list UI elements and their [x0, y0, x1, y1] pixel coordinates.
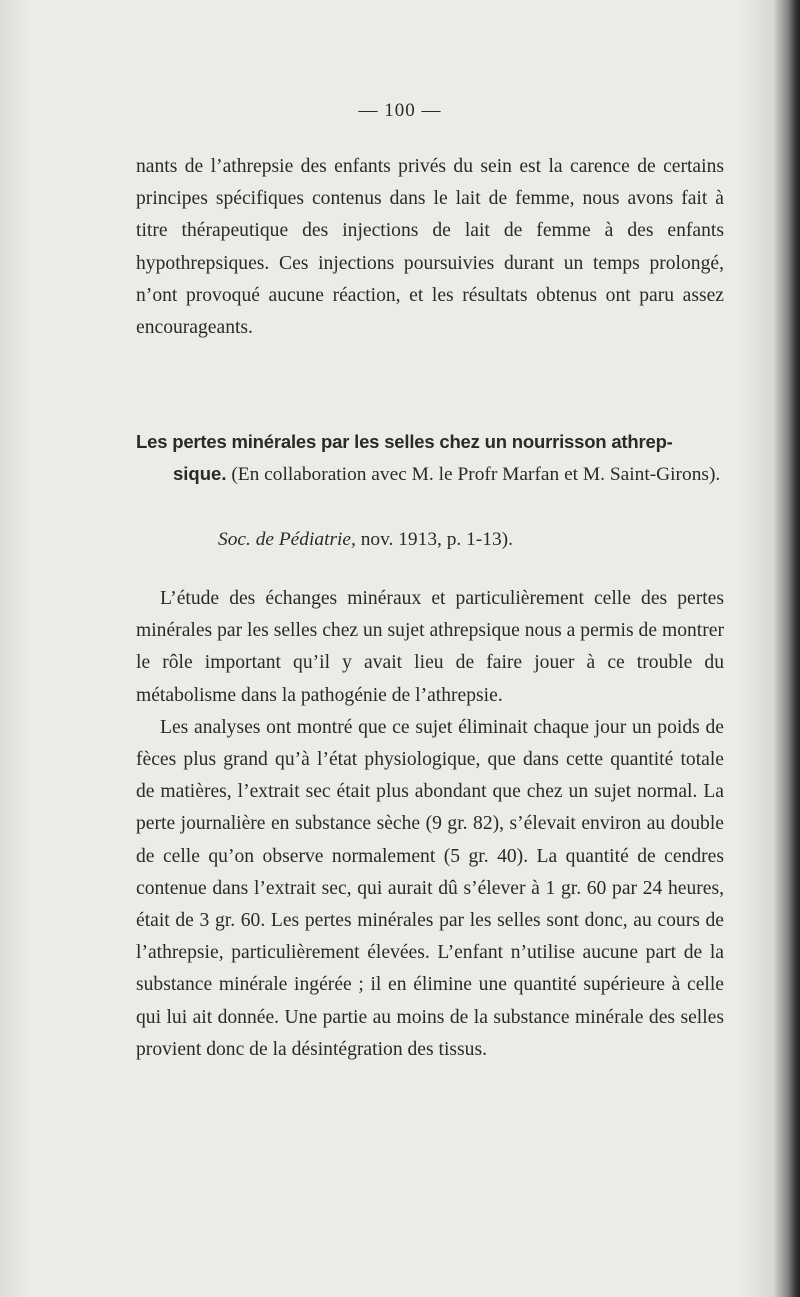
citation-journal: Soc. de Pédiatrie, [218, 529, 356, 550]
section-title-end: sique. [173, 463, 227, 484]
page-number: — 100 — [358, 100, 442, 121]
section-heading [136, 426, 726, 491]
section-collaboration: (En collaboration avec M. le Profr Marfan et M. Saint-Girons). [226, 464, 721, 485]
section-citation [218, 524, 513, 556]
intro-block [136, 151, 724, 344]
section-title: Les pertes minérales par les selles chez un nourrisson athrep- [136, 431, 673, 452]
body-paragraph-1: L’étude des échanges minéraux et particulièrement celle des pertes minérales par les selles chez un sujet athrepsique nous a permis de montrer le rôle important qu’il y avait lieu de faire jouer à ce trouble du métabolisme dans la pathogénie de l’athrepsie. [136, 588, 724, 706]
intro-paragraph: nants de l’athrepsie des enfants privés du sein est la carence de certains principes spécifiques contenus dans le lait de femme, nous avons fait à titre thérapeutique des injections de lait de femme à des enfants hypothrepsiques. Ces injections poursuivies durant un temps prolongé, n’ont provoqué aucune réaction, et les résultats obtenus ont paru assez encourageants. [136, 156, 724, 339]
section-title-continuation [136, 458, 726, 491]
body-paragraph-2: Les analyses ont montré que ce sujet éliminait chaque jour un poids de fèces plus grand qu’à l’état physiologique, que dans cette quantité totale de matières, l’extrait sec était plus abondant que chez un sujet normal. La perte journalière en substance sèche (9 gr. 82), s’élevait environ au double de celle qu’on observe normalement (5 gr. 40). La quantité de cendres contenue dans l’extrait sec, qui aurait dû s’élever à 1 gr. 60 par 24 heures, était de 3 gr. 60. Les pertes minérales par les selles sont donc, au cours de l’athrepsie, particulièrement élevées. L’enfant n’utilise aucune part de la substance minérale ingérée ; il en élimine une quantité supérieure à celle qui lui ait donnée. Une partie au moins de la substance minérale des selles provient donc de la désintégration des tissus. [136, 716, 724, 1060]
page-binding-shadow [740, 0, 800, 1297]
body-block [136, 583, 724, 1066]
citation-details: nov. 1913, p. 1-13). [355, 529, 513, 550]
page-edge-left [0, 0, 30, 1297]
